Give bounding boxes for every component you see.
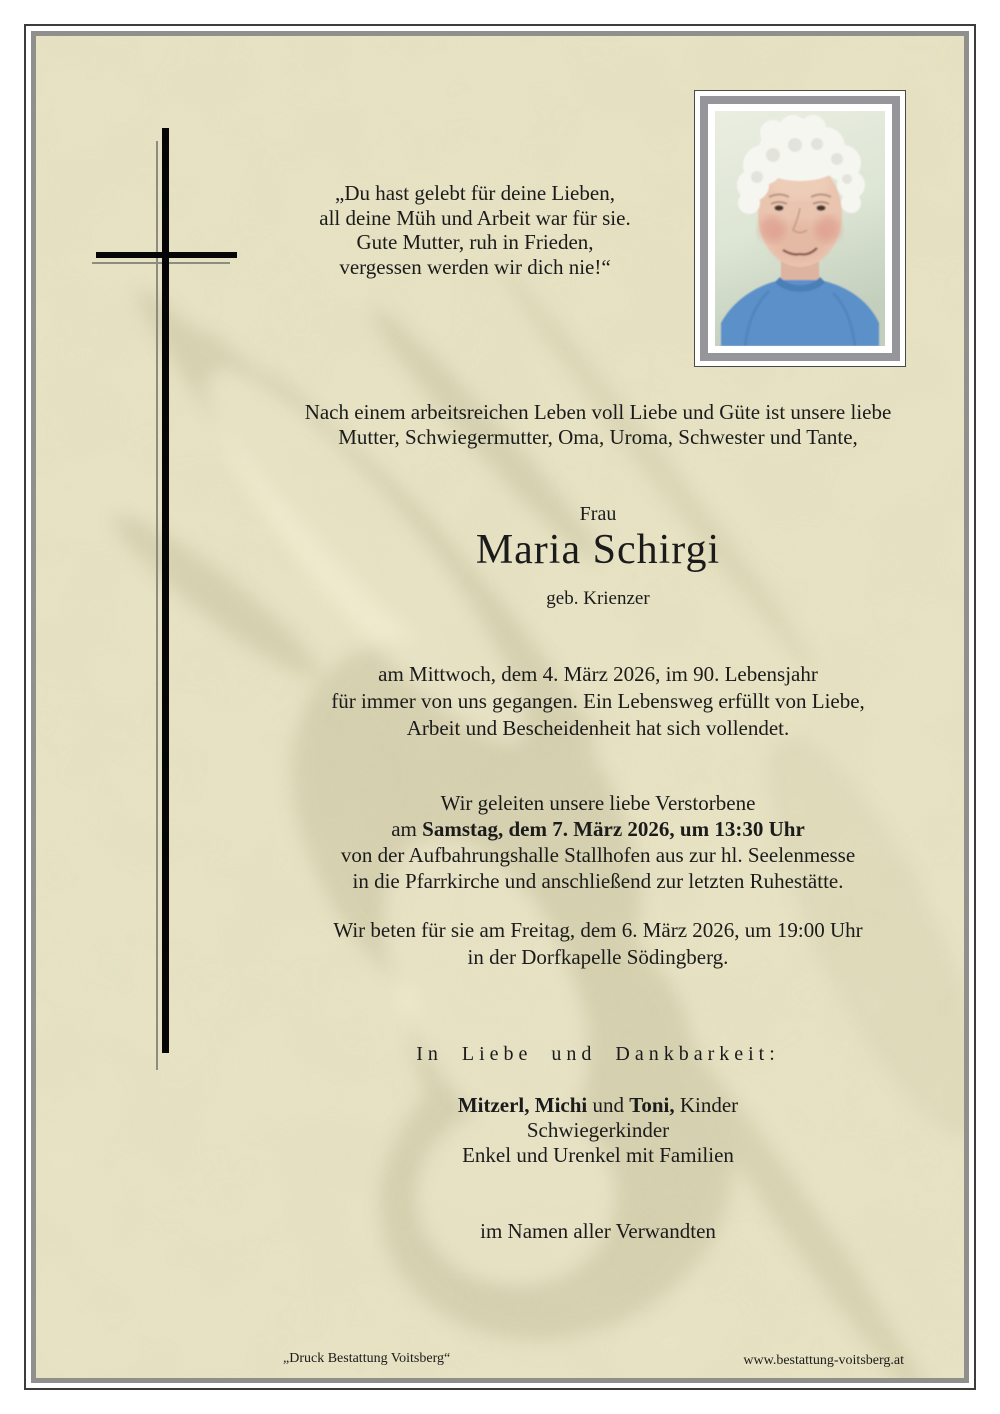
funeral-home-url: www.bestattung-voitsberg.at: [743, 1353, 904, 1368]
print-credit: „Druck Bestattung Voitsberg“: [283, 1351, 451, 1366]
closing-line: im Namen aller Verwandten: [480, 1219, 716, 1243]
quote-line: Gute Mutter, ruh in Frieden,: [356, 230, 594, 254]
funeral-text: [270, 790, 926, 894]
funeral-line: von der Aufbahrungshalle Stallhofen aus zur hl. Seelenmesse: [340, 843, 856, 867]
funeral-line-date: [270, 816, 926, 842]
family-line: Enkel und Urenkel mit Familien: [462, 1143, 734, 1167]
family-line-children: [270, 1093, 926, 1118]
family-list: [270, 1093, 926, 1168]
intro-line: Mutter, Schwiegermutter, Oma, Uroma, Schwester und Tante,: [338, 425, 858, 449]
intro-text: [270, 400, 926, 450]
quote-line: „Du hast gelebt für deine Lieben,: [335, 181, 615, 205]
funeral-date-bold: Samstag, dem 7. März 2026, um 13:30 Uhr: [422, 817, 805, 841]
passing-line: am Mittwoch, dem 4. März 2026, im 90. Lebensjahr: [378, 662, 818, 686]
funeral-line: in die Pfarrkirche und anschließend zur letzten Ruhestätte.: [352, 869, 844, 893]
prayer-line: in der Dorfkapelle Södingberg.: [467, 945, 729, 969]
passing-text: [270, 661, 926, 742]
salutation: Frau: [579, 503, 617, 525]
maiden-name: geb. Krienzer: [546, 588, 650, 609]
gratitude-heading: In Liebe und Dankbarkeit:: [416, 1043, 780, 1065]
children-label: Kinder: [674, 1093, 739, 1117]
quote-line: vergessen werden wir dich nie!“: [339, 254, 611, 279]
passing-line: Arbeit und Bescheidenheit hat sich vollendet.: [406, 716, 790, 740]
quote-line: all deine Müh und Arbeit war für sie.: [319, 205, 631, 230]
children-names-1: Mitzerl, Michi: [457, 1093, 588, 1117]
children-names-2: Toni,: [629, 1093, 675, 1117]
funeral-date-prefix: am: [391, 817, 423, 841]
memorial-quote: [125, 181, 825, 279]
cross-thin-vertical-line: [156, 141, 158, 1070]
children-connector: und: [587, 1093, 630, 1117]
passing-line: für immer von uns gegangen. Ein Lebensweg erfüllt von Liebe,: [331, 689, 865, 713]
prayer-text: [270, 917, 926, 971]
family-line: Schwiegerkinder: [526, 1118, 670, 1142]
deceased-name: Maria Schirgi: [475, 527, 721, 573]
prayer-line: Wir beten für sie am Freitag, dem 6. März 2026, um 19:00 Uhr: [333, 918, 863, 942]
intro-line: Nach einem arbeitsreichen Leben voll Liebe und Güte ist unsere liebe: [304, 400, 892, 424]
funeral-line: Wir geleiten unsere liebe Verstorbene: [440, 791, 756, 815]
